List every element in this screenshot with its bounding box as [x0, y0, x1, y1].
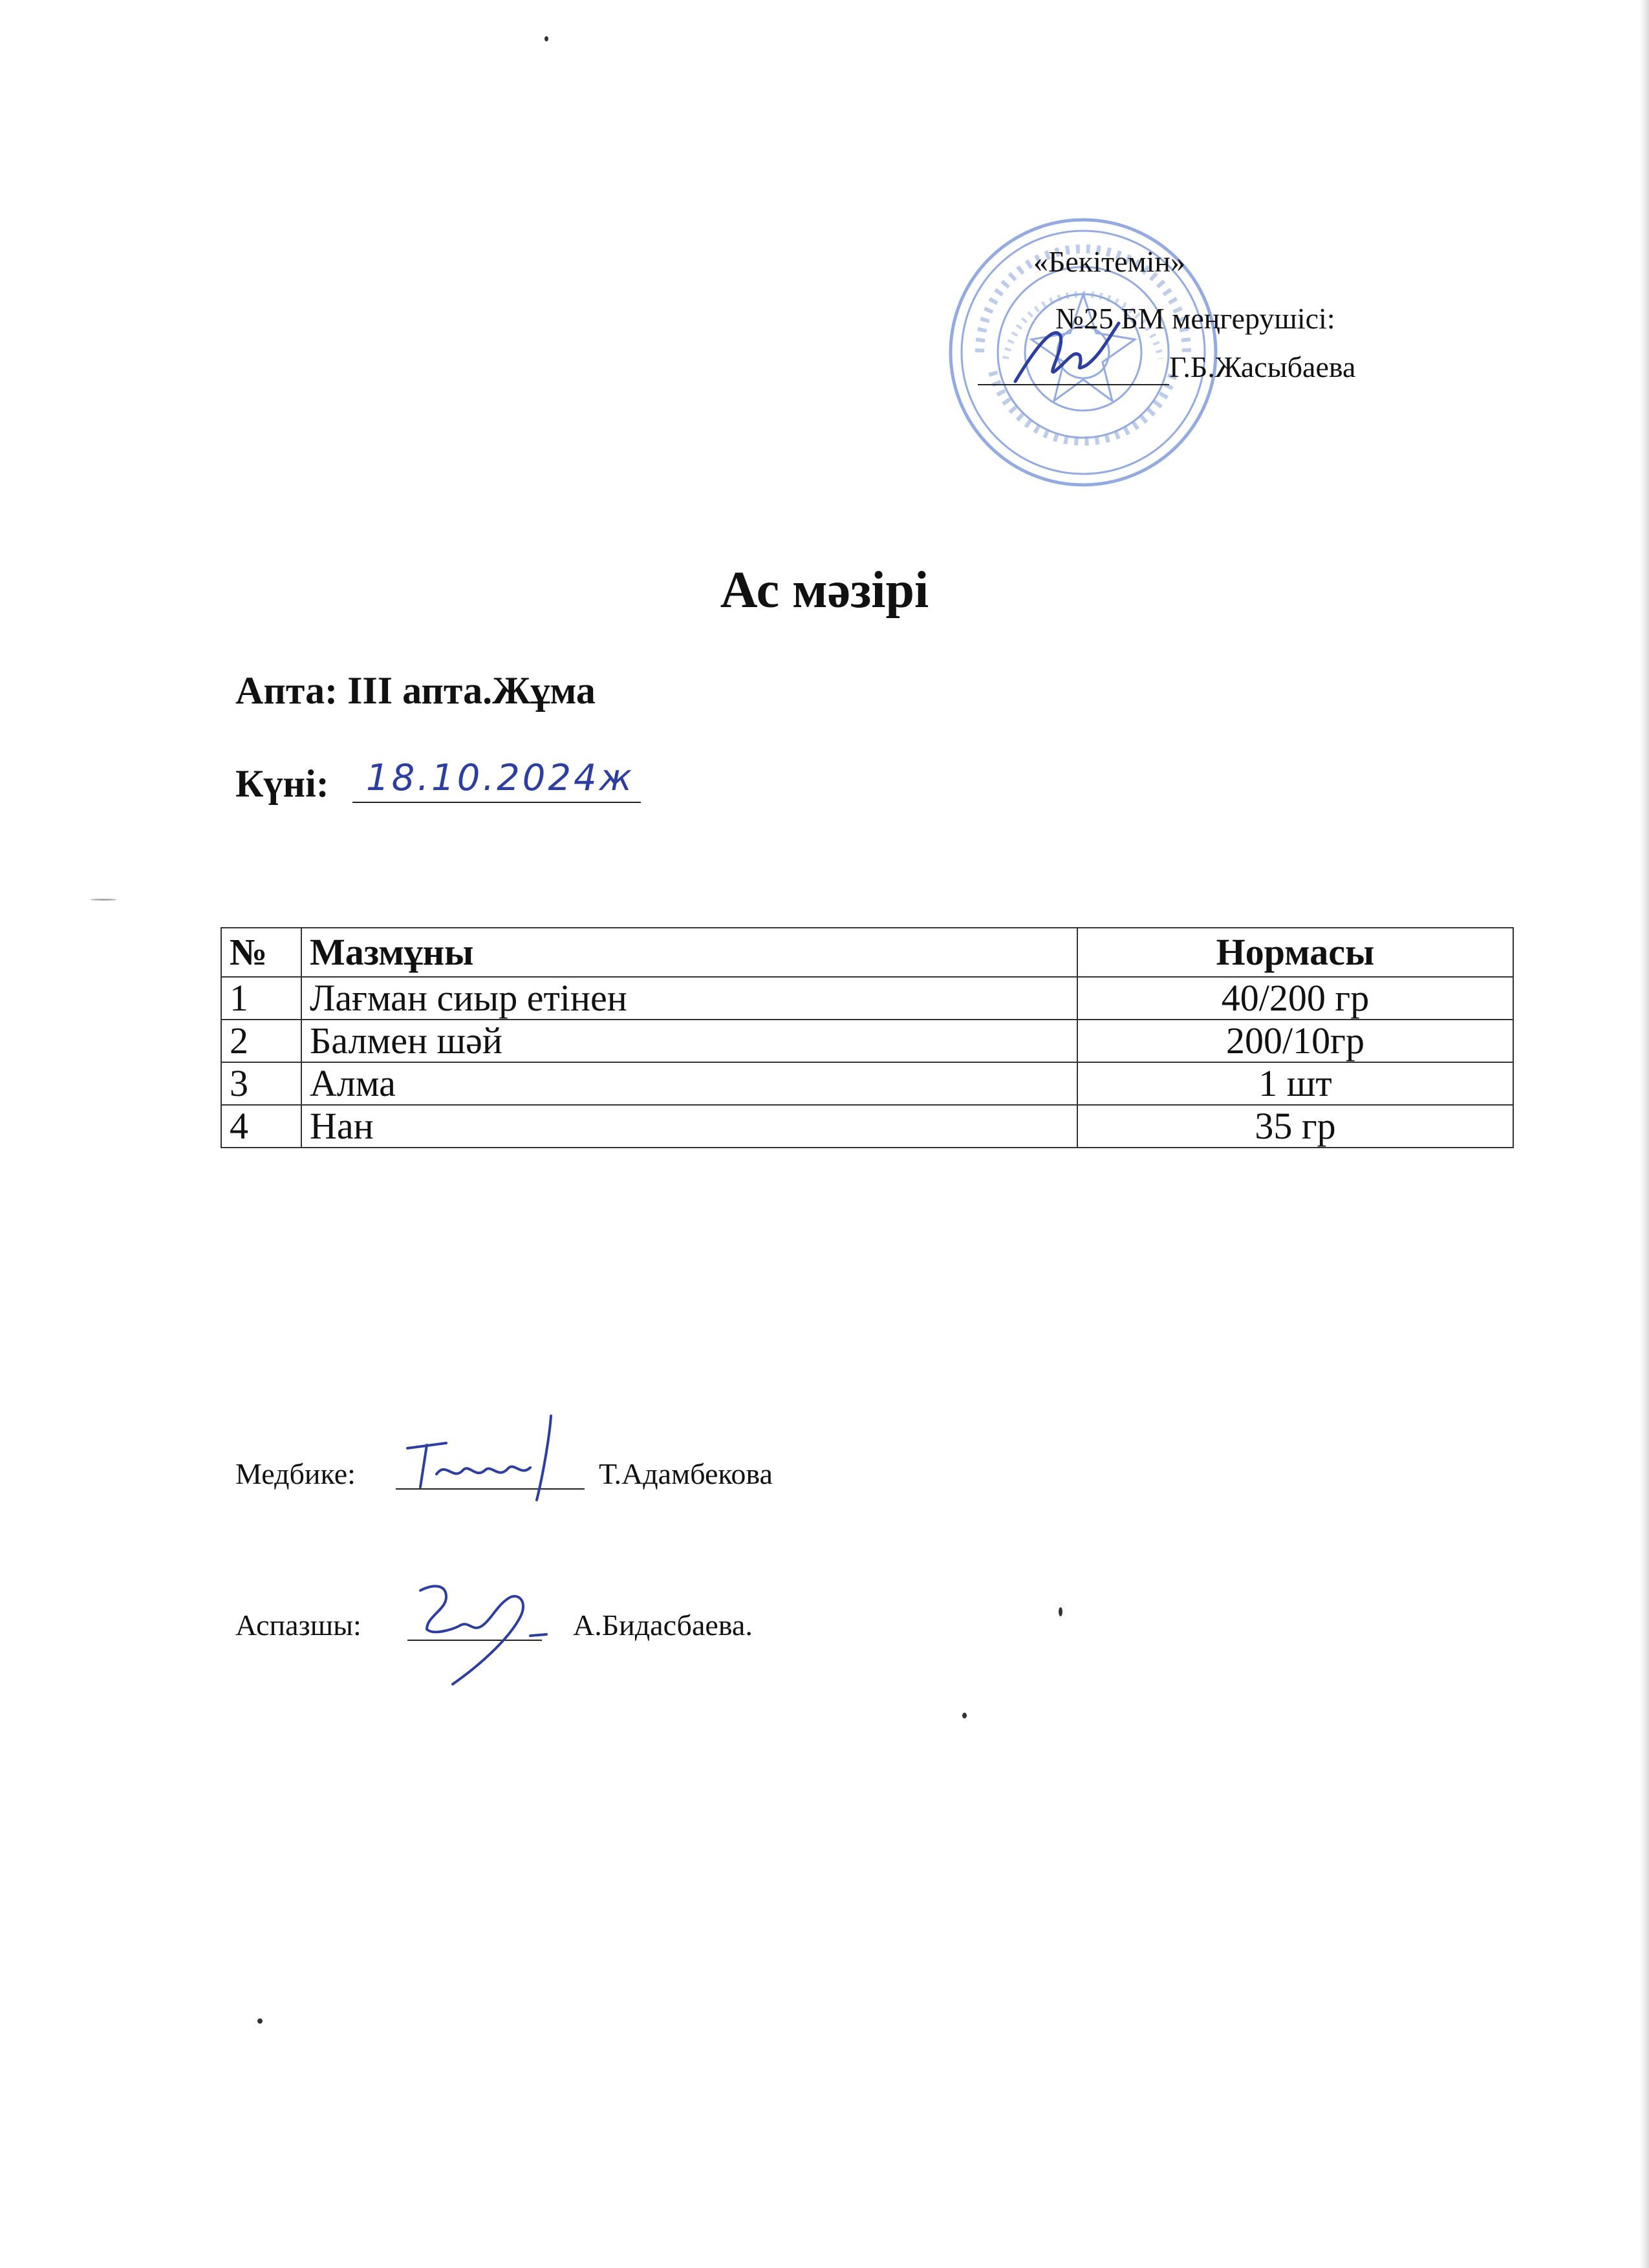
- nurse-signature: [401, 1409, 569, 1513]
- row-norm: 40/200 гр: [1077, 977, 1513, 1020]
- table-row: [221, 1020, 1513, 1062]
- nurse-label: Медбике:: [235, 1457, 356, 1490]
- table-header-row: [221, 928, 1513, 977]
- table-row: [221, 1105, 1513, 1148]
- scan-speck: [962, 1713, 967, 1718]
- row-content: Алма: [301, 1062, 1077, 1105]
- approval-line-3: Г.Б.Жасыбаева: [1169, 350, 1356, 383]
- date-value: 18.10.2024ж: [366, 757, 635, 799]
- row-norm: 1 шт: [1077, 1062, 1513, 1105]
- header-norm: Нормасы: [1077, 928, 1513, 977]
- cook-name: А.Бидасбаева.: [573, 1609, 753, 1642]
- row-content: Нан: [301, 1105, 1077, 1148]
- approval-line-2: №25 БМ меңгерушісі:: [1055, 302, 1335, 335]
- director-signature: [1009, 310, 1138, 394]
- row-number: 4: [221, 1105, 301, 1148]
- row-norm: 35 гр: [1077, 1105, 1513, 1148]
- scan-edge-shadow: [1640, 0, 1649, 2268]
- cook-signature: [407, 1565, 563, 1694]
- page-title: Ас мәзірі: [720, 562, 929, 619]
- row-number: 1: [221, 977, 301, 1020]
- menu-table: [221, 927, 1514, 1148]
- row-content: Лағман сиыр етінен: [301, 977, 1077, 1020]
- header-content: Мазмұны: [301, 928, 1077, 977]
- row-norm: 200/10гр: [1077, 1020, 1513, 1062]
- date-label: Күні:: [235, 762, 329, 805]
- week-label: Апта: III апта.Жұма: [235, 669, 596, 712]
- scan-speck: [1059, 1607, 1062, 1616]
- scan-speck: [91, 899, 116, 901]
- cook-label: Аспазшы:: [235, 1609, 361, 1642]
- scan-speck: [257, 2018, 263, 2024]
- row-content: Балмен шәй: [301, 1020, 1077, 1062]
- table-row: [221, 1062, 1513, 1105]
- date-handwritten: [362, 750, 647, 802]
- date-underline: [352, 802, 641, 803]
- row-number: 2: [221, 1020, 301, 1062]
- approval-line-1: «Бекітемін»: [1033, 245, 1185, 278]
- nurse-name: Т.Адамбекова: [599, 1457, 773, 1490]
- header-number: №: [221, 928, 301, 977]
- scan-speck: [544, 36, 548, 41]
- row-number: 3: [221, 1062, 301, 1105]
- table-row: [221, 977, 1513, 1020]
